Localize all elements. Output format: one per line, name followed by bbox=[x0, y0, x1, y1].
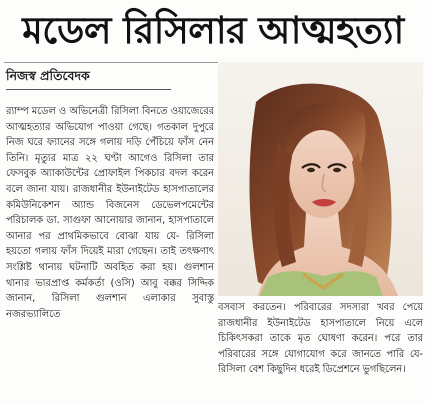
portrait-illustration bbox=[218, 62, 423, 296]
headline: মডেল রিসিলার আত্মহত্যা bbox=[22, 9, 404, 52]
article-column-left bbox=[6, 104, 214, 402]
article-body-right: বসবাস করতেন। পরিবারের সদস্যরা খবর পেয়ে রাজধানীর ইউনাইটেড হাসপাতালে নিয়ে এলে চিকিৎসকরা তাকে মৃত ঘোষণা করেন। পরে তার পরিবারের সঙ্গে যোগাযোগ করে জানতে পারি যে- রিসিলা বেশ কিছুদিন ধরেই ডিপ্রেশনে ভুগছিলেন। bbox=[218, 302, 423, 376]
article-column-right bbox=[218, 300, 423, 404]
byline-underline bbox=[6, 89, 171, 90]
portrait-photo bbox=[218, 62, 423, 296]
byline: নিজস্ব প্রতিবেদক bbox=[6, 68, 90, 83]
article-body-left: র‍্যাম্প মডেল ও অভিনেত্রী রিসিলা বিনতে ওয়াজেরের আত্মহত্যার অভিযোগ পাওয়া গেছে। গতকাল দুপুরে নিজ ঘরে ফ্যানের সঙ্গে গলায় দড়ি পেঁচিয়ে ফাঁস নেন তিনি। মৃত্যুর মাত্র ২২ ঘণ্টা আগেও রিসিলা তার ফেসবুক অ্যাকাউন্টের প্রোফাইল পিকচার বদল করেন বলে জানা যায়। রাজধানীর ইউনাইটেড হাসপাতালের কমিউনিকেশন অ্যান্ড বিজনেস ডেভেলপমেন্টের পরিচালক ডা. সাগুফা আনোয়ার জানান, হাসপাতালে আনার পর প্রাথমিকভাবে বোঝা যায় যে- রিসিলা হয়তো গলায় ফাঁস দিয়েই মারা গেছেন। তাই তৎক্ষণাৎ সংশ্লিষ্ট থানায় ঘটনাটি অবহিত করা হয়। গুলশান থানার ভারপ্রাপ্ত কর্মকর্তা (ওসি) আবু বক্কর সিদ্দিক জানান, রিসিলা গুলশান এলাকার সুবাস্তু নজরভ্যালিতে bbox=[6, 106, 214, 320]
